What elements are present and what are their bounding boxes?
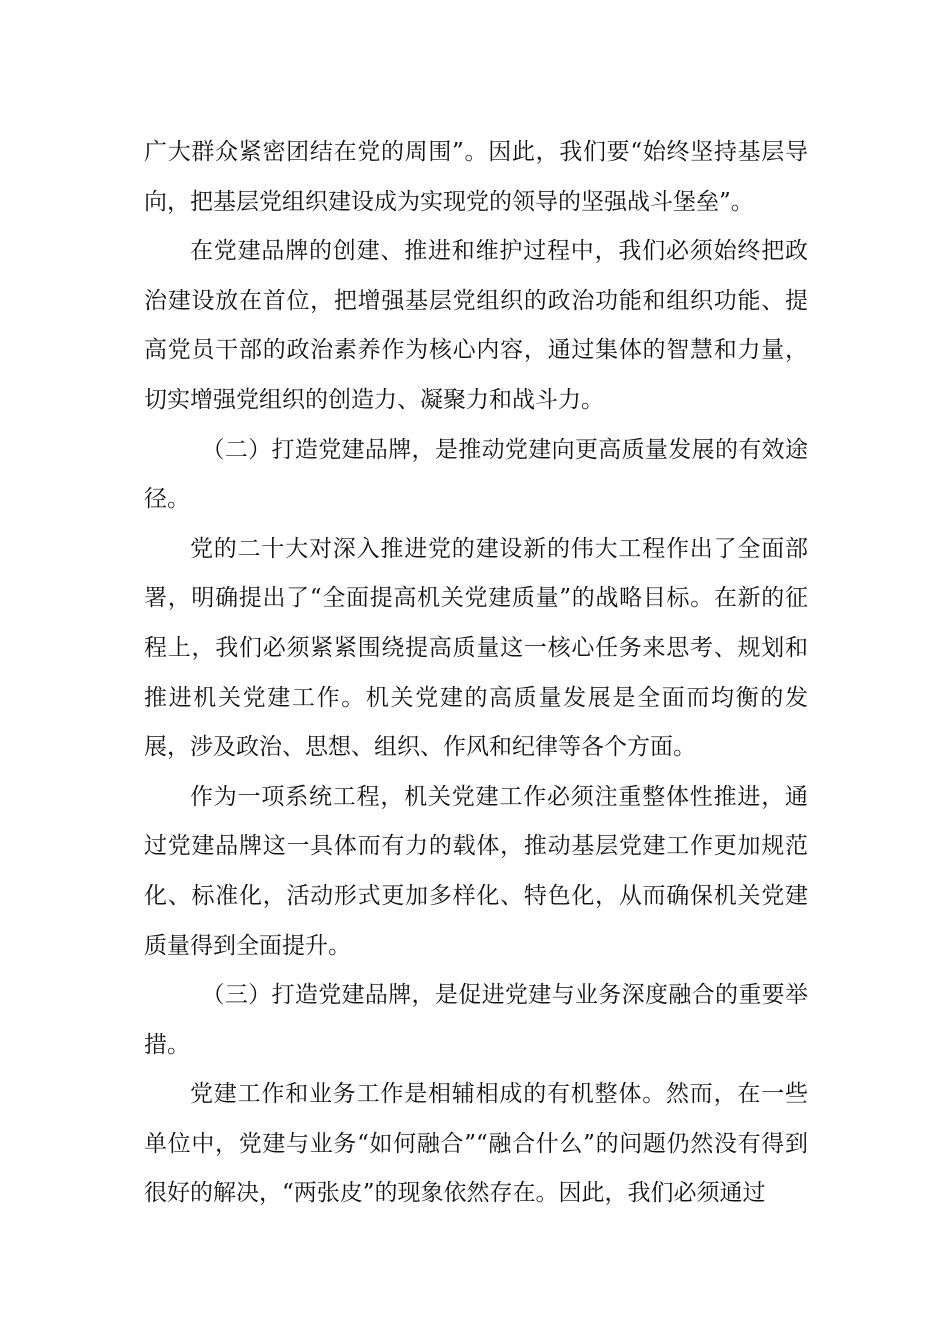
paragraph-system-engineering: 作为一项系统工程，机关党建工作必须注重整体性推进，通过党建品牌这一具体而有力的载体，推动基层党建工作更加规范化、标准化，活动形式更加多样化、特色化，从而确保机关党建质量得到全面提升。 bbox=[144, 783, 808, 959]
paragraph-political-construction: 在党建品牌的创建、推进和维护过程中，我们必须始终把政治建设放在首位，把增强基层党组织的政治功能和组织功能、提高党员干部的政治素养作为核心内容，通过集体的智慧和力量，切实增强党组织的创造力、凝聚力和战斗力。 bbox=[144, 238, 808, 413]
paragraph-continuation: 广大群众紧密团结在党的周围”。因此，我们要“始终坚持基层导向，把基层党组织建设成为实现党的领导的坚强战斗堡垒”。 bbox=[144, 139, 808, 215]
document-body bbox=[144, 128, 808, 1219]
section-heading-three: （三）打造党建品牌，是促进党建与业务深度融合的重要举措。 bbox=[144, 982, 808, 1058]
paragraph-integration: 党建工作和业务工作是相辅相成的有机整体。然而，在一些单位中，党建与业务“如何融合”“融合什么”的问题仍然没有得到很好的解决，“两张皮”的现象依然存在。因此，我们必须通过 bbox=[144, 1081, 808, 1207]
paragraph-twentieth-congress: 党的二十大对深入推进党的建设新的伟大工程作出了全面部署，明确提出了“全面提高机关党建质量”的战略目标。在新的征程上，我们必须紧紧围绕提高质量这一核心任务来思考、规划和推进机关党建工作。机关党建的高质量发展是全面而均衡的发展，涉及政治、思想、组织、作风和纪律等各个方面。 bbox=[144, 535, 808, 761]
section-heading-two: （二）打造党建品牌，是推动党建向更高质量发展的有效途径。 bbox=[144, 436, 808, 513]
